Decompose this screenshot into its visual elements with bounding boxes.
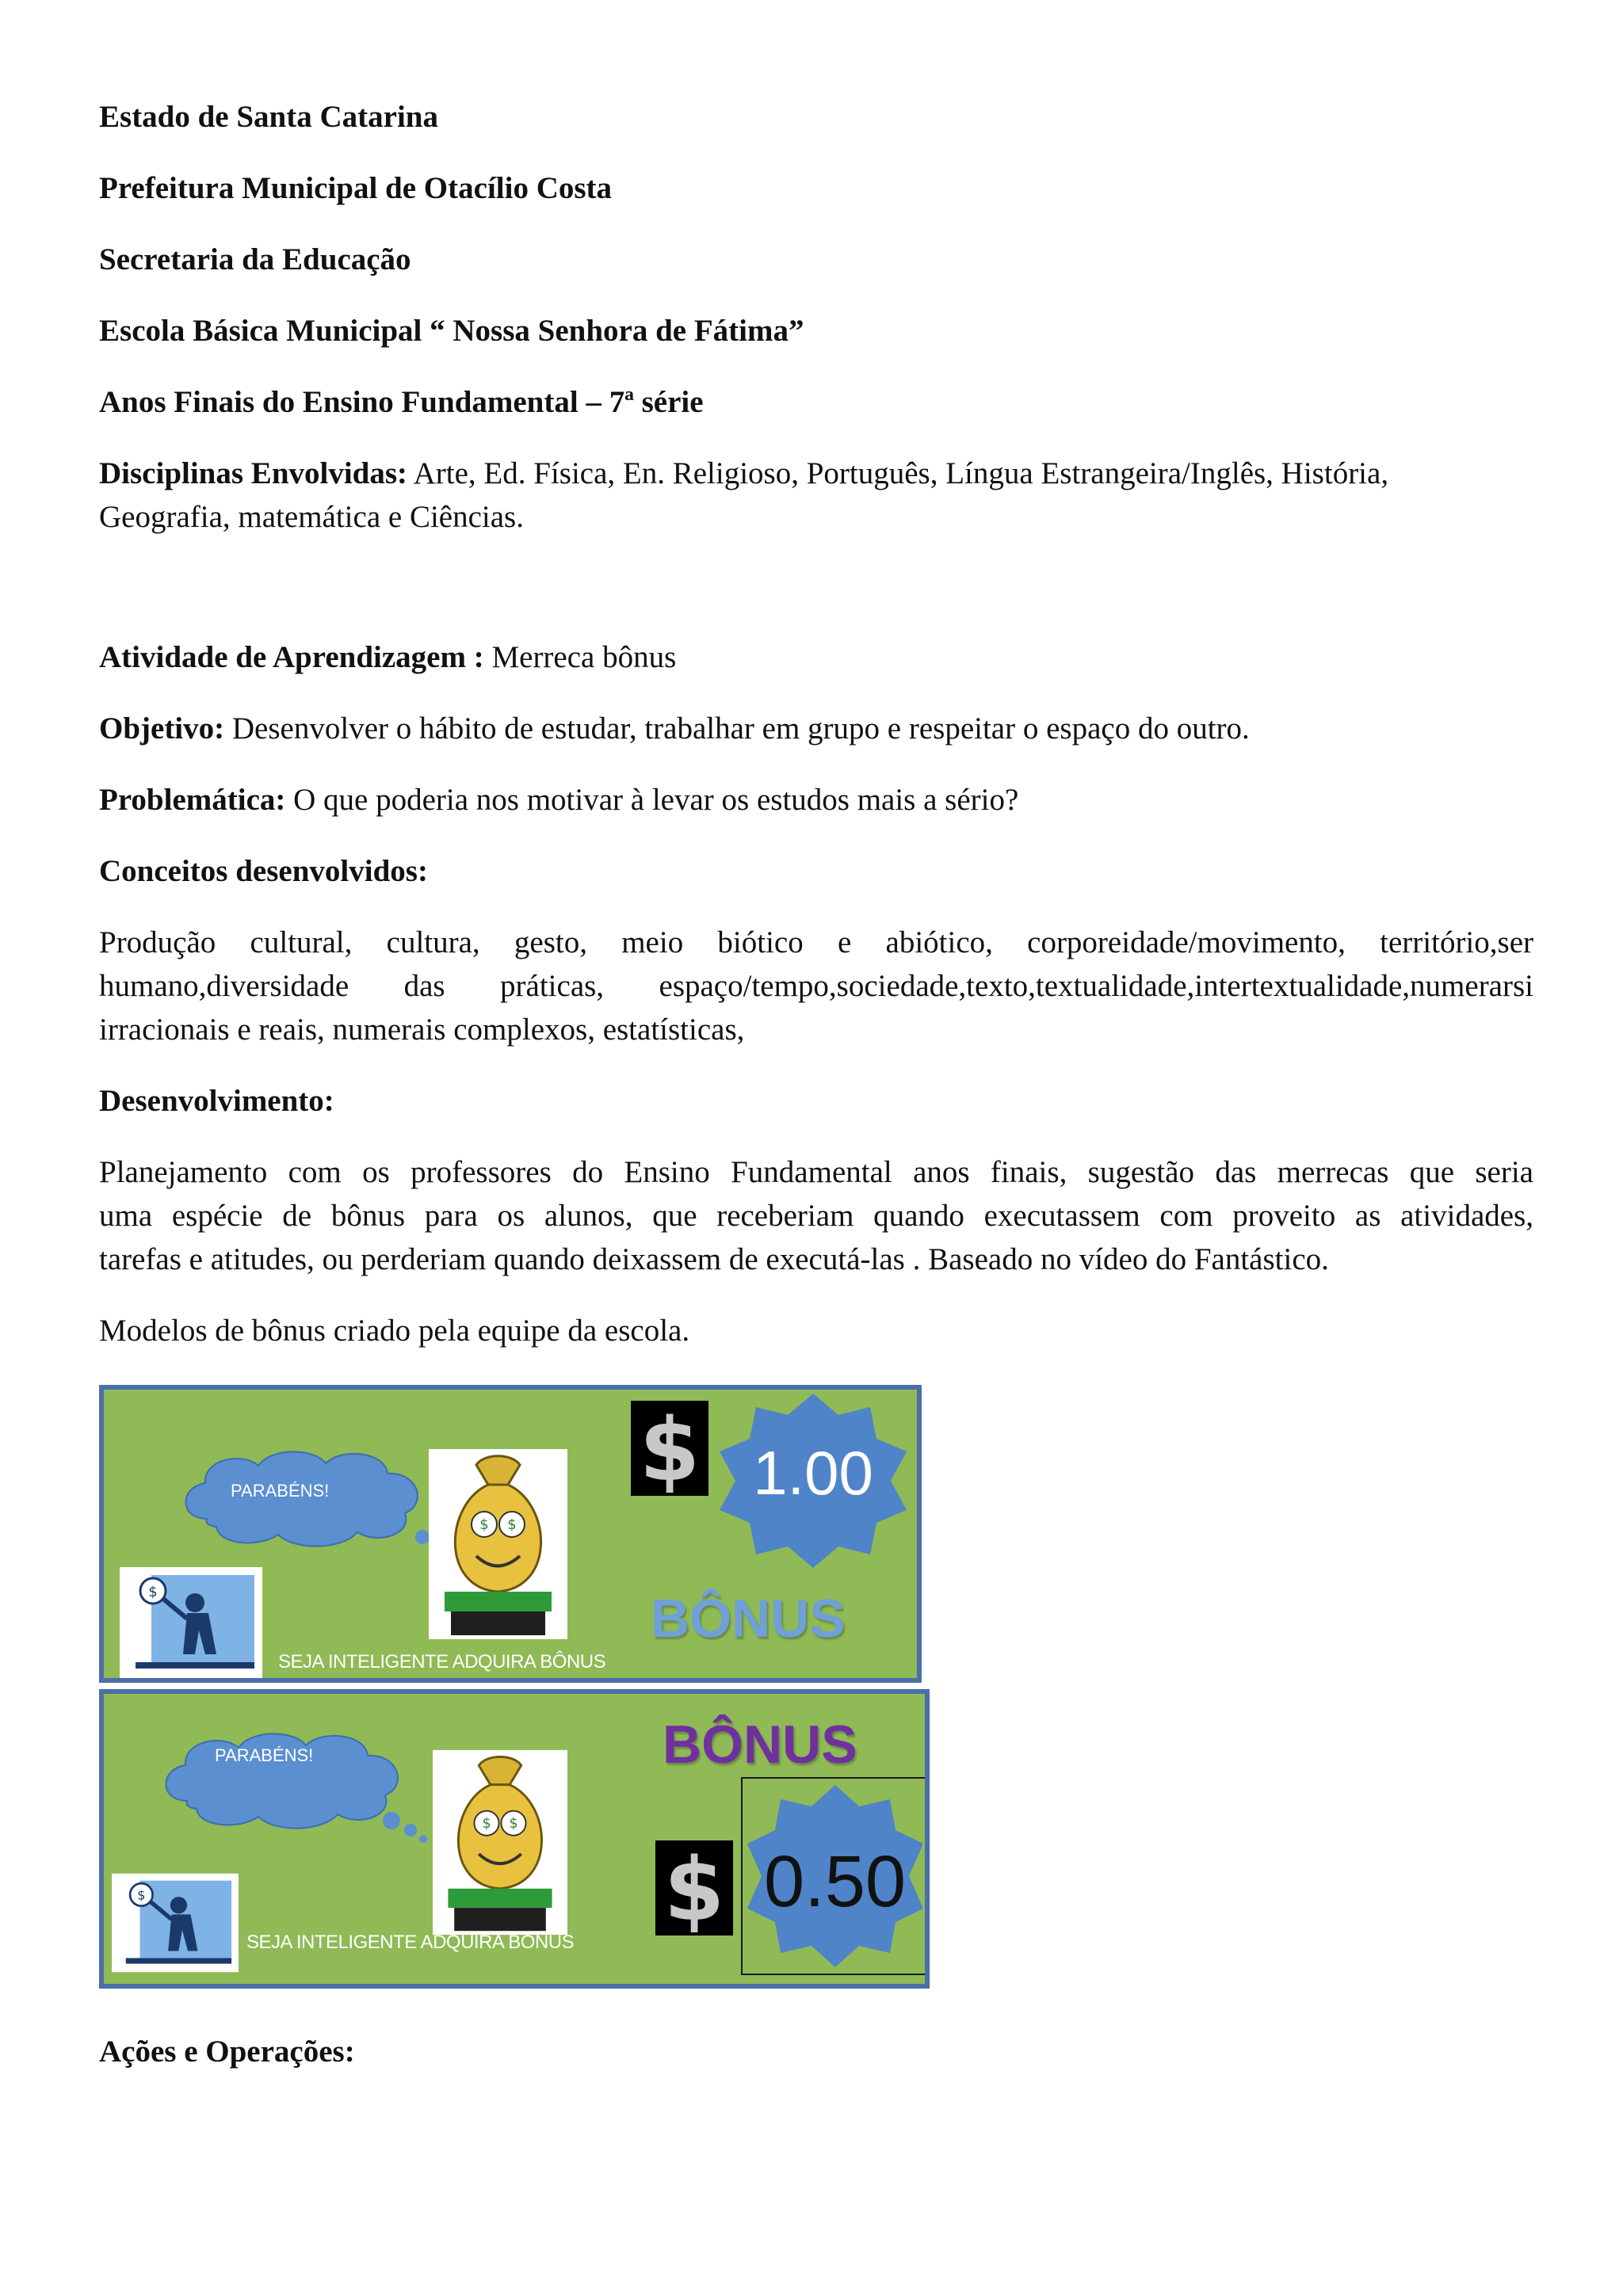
thinker-icon — [120, 1567, 262, 1678]
development-heading: Desenvolvimento: — [99, 1084, 334, 1118]
activity-value: Merreca bônus — [483, 640, 677, 674]
development-line1: Planejamento com os professores do Ensino Fundamental anos finais, sugestão das merrecas que seria — [99, 1155, 1533, 1189]
header-department: Secretaria da Educação — [99, 242, 411, 277]
bonus-card-2 — [99, 1689, 930, 1989]
bonus-word: BÔNUS — [663, 1714, 857, 1775]
concepts-line3: irracionais e reais, numerais complexos, estatísticas, — [99, 1013, 745, 1047]
activity-line — [99, 635, 676, 679]
slogan-text: SEJA INTELIGENTE ADQUIRA BÔNUS — [278, 1651, 606, 1672]
svg-text:$: $ — [148, 1584, 158, 1600]
disciplines-text: Arte, Ed. Física, En. Religioso, Português, Língua Estrangeira/Inglês, História, — [407, 456, 1389, 490]
svg-text:$: $ — [663, 1840, 725, 1936]
svg-text:$: $ — [639, 1401, 701, 1496]
problem-value: O que poderia nos motivar à levar os estudos mais a sério? — [285, 783, 1019, 817]
svg-text:$: $ — [482, 1816, 491, 1833]
money-bag-icon — [433, 1749, 567, 1936]
thought-cloud-icon — [155, 1726, 429, 1844]
concepts-line1: Produção cultural, cultura, gesto, meio biótico e abiótico, corporeidade/movimento, território,ser — [99, 925, 1533, 959]
disciplines-line2: Geografia, matemática e Ciências. — [99, 500, 524, 534]
development-line2: uma espécie de bônus para os alunos, que receberiam quando executassem com proveito as atividades, — [99, 1199, 1533, 1233]
svg-text:$: $ — [479, 1516, 489, 1533]
header-grade: Anos Finais do Ensino Fundamental – 7ª série — [99, 385, 704, 419]
cloud-text: PARABÉNS! — [215, 1745, 314, 1765]
concepts-line2: humano,diversidade das práticas, espaço/tempo,sociedade,texto,textualidade,intertextualidade,numerarsi — [99, 969, 1533, 1003]
objective-label: Objetivo: — [99, 711, 225, 746]
header-city-hall: Prefeitura Municipal de Otacílio Costa — [99, 171, 613, 205]
bonus-value: 1.00 — [753, 1438, 873, 1508]
concepts-heading: Conceitos desenvolvidos: — [99, 854, 428, 888]
money-bag-icon — [429, 1449, 567, 1639]
slogan-text: SEJA INTELIGENTE ADQUIRA BÔNUS — [246, 1932, 575, 1953]
objective-value: Desenvolver o hábito de estudar, trabalhar em grupo e respeitar o espaço do outro. — [224, 711, 1250, 746]
thinker-icon — [112, 1871, 239, 1974]
header-state: Estado de Santa Catarina — [99, 100, 438, 134]
cloud-text: PARABÉNS! — [231, 1481, 330, 1501]
problem-label: Problemática: — [99, 783, 286, 817]
dollar-coins-icon — [655, 1840, 734, 1936]
development-line3: tarefas e atitudes, ou perderiam quando deixassem de executá-las . Baseado no vídeo do Fantástico. — [99, 1242, 1329, 1276]
svg-text:$: $ — [509, 1816, 518, 1833]
header-school: Escola Básica Municipal “ Nossa Senhora de Fátima” — [99, 314, 804, 348]
bonus-word: BÔNUS — [651, 1589, 846, 1649]
actions-heading: Ações e Operações: — [99, 2035, 355, 2069]
svg-text:$: $ — [507, 1516, 517, 1533]
dollar-coins-icon — [631, 1401, 708, 1496]
objective-line — [99, 707, 1250, 750]
disciplines-label: Disciplinas Envolvidas: — [99, 456, 408, 490]
bonus-value: 0.50 — [763, 1841, 907, 1922]
bonus-card-1 — [99, 1385, 922, 1683]
activity-label: Atividade de Aprendizagem : — [99, 640, 484, 674]
models-caption: Modelos de bônus criado pela equipe da escola. — [99, 1314, 690, 1348]
disciplines-line1 — [99, 452, 1388, 495]
svg-text:$: $ — [137, 1887, 146, 1903]
problem-line — [99, 778, 1018, 822]
